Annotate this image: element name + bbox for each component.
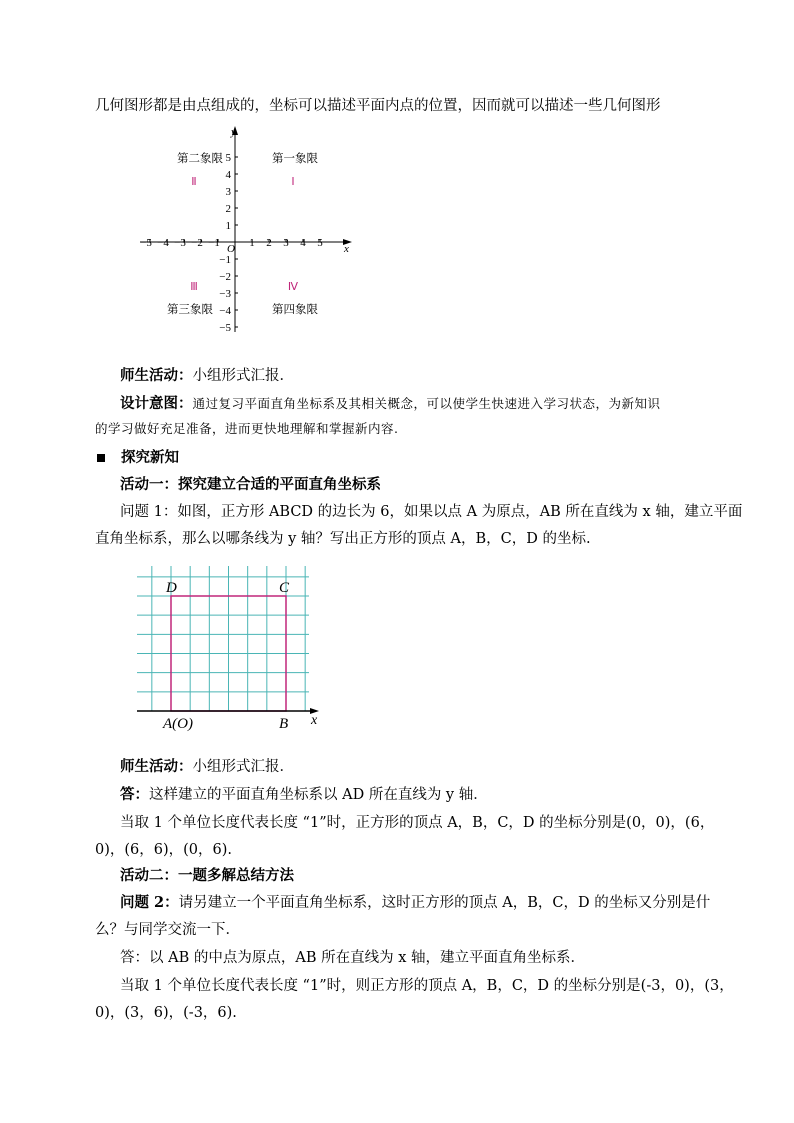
y-tick-label: −1 [219,254,231,266]
answer-2: 答：以 AB 的中点为原点，AB 所在直线为 x 轴，建立平面直角坐标系． [120,950,585,966]
design-intent-label: 设计意图： [120,395,193,412]
quadrant-1-numeral: Ⅰ [291,176,295,188]
answer-2-detail-line-1: 当取 1 个单位长度代表长度 “1”时，则正方形的顶点 A，B，C，D 的坐标分别是(-3，0)，(3， [120,978,734,994]
x-tick-label: −3 [174,237,186,249]
x-tick-label: 4 [300,237,306,249]
activity-report-2-text: 小组形式汇报． [192,759,294,775]
square-bullet-icon [97,454,105,462]
answer-1-label: 答： [120,786,149,803]
y-tick-label: −4 [219,305,231,317]
x-tick-label: 1 [249,237,255,249]
activity-report-1-label: 师生活动： [120,367,193,384]
quadrant-2-numeral: Ⅱ [191,176,197,188]
activity-1-title: 活动一：探究建立合适的平面直角坐标系 [120,476,381,493]
question-1-line-1: 问题 1：如图，正方形 ABCD 的边长为 6，如果以点 A 为原点，AB 所在直线为 x 轴，建立平面 [120,504,743,520]
design-intent-line-2: 的学习做好充足准备，进而更快地理解和掌握新内容. [95,421,399,436]
quadrant-2-label: 第二象限 [177,153,223,165]
label-c: C [279,580,290,596]
quadrant-4-label: 第四象限 [272,304,318,316]
y-tick-label: 4 [225,169,231,181]
label-b: B [279,716,289,732]
quadrant-3-numeral: Ⅲ [190,281,198,293]
design-intent-line-1 [120,392,661,413]
answer-1-detail-line-1: 当取 1 个单位长度代表长度 “1”时，正方形的顶点 A，B，C，D 的坐标分别是(0，0)，(6， [120,815,715,831]
activity-2-title: 活动二：一题多解总结方法 [120,867,294,884]
origin-label: O [227,243,235,255]
y-axis-label: y [231,126,236,138]
quadrant-figure [130,120,360,344]
question-2-text: 请另建立一个平面直角坐标系，这时正方形的顶点 A，B，C，D 的坐标又分别是什 [178,895,711,911]
section-title: 探究新知 [121,449,179,466]
question-2-label: 问题 2： [120,894,179,911]
x-tick-label: 2 [266,237,272,249]
x-tick-label: 3 [283,237,289,249]
question-2-line-1 [120,891,710,912]
quadrant-diagram [130,120,360,340]
answer-2-detail-line-2: 0)，(3，6)，(-3，6). [95,1005,237,1021]
y-tick-label: 5 [225,152,231,164]
quadrant-1-label: 第一象限 [272,153,318,165]
label-a-origin: A(O) [163,716,193,732]
x-tick-label: −5 [140,237,152,249]
section-heading [97,446,179,467]
y-tick-label: −3 [219,288,231,300]
square-figure [133,562,328,738]
answer-1-detail-line-2: 0)，(6，6)，(0，6). [95,842,233,858]
y-tick-label: −5 [219,322,231,334]
activity-report-2 [120,755,294,776]
x-tick-label: −2 [191,237,203,249]
quadrant-3-label: 第三象限 [167,304,213,316]
design-intent-text-1: 通过复习平面直角坐标系及其相关概念，可以使学生快速进入学习状态，为新知识 [192,396,661,411]
question-2-line-2: 么？与同学交流一下． [95,922,240,938]
answer-1 [120,783,488,804]
x-tick-label: −4 [157,237,169,249]
y-tick-label: −2 [219,271,231,283]
y-tick-label: 2 [225,203,231,215]
activity-report-2-label: 师生活动： [120,758,193,775]
answer-1-text: 这样建立的平面直角坐标系以 AD 所在直线为 y 轴． [149,787,488,803]
x-tick-label: −1 [208,237,220,249]
y-tick-label: 1 [225,220,231,232]
label-d: D [166,580,177,596]
y-tick-label: 3 [225,186,231,198]
intro-text: 几何图形都是由点组成的，坐标可以描述平面内点的位置，因而就可以描述一些几何图形 [95,98,661,114]
x-axis-label: x [344,243,349,255]
question-1-line-2: 直角坐标系，那么以哪条线为 y 轴？写出正方形的顶点 A，B，C，D 的坐标. [95,531,591,547]
x-tick-label: 5 [317,237,323,249]
x-label: x [311,713,318,728]
activity-report-1-text: 小组形式汇报． [192,368,294,384]
quadrant-4-numeral: Ⅳ [287,281,299,293]
square-grid-diagram [133,562,328,734]
activity-report-1 [120,364,294,385]
